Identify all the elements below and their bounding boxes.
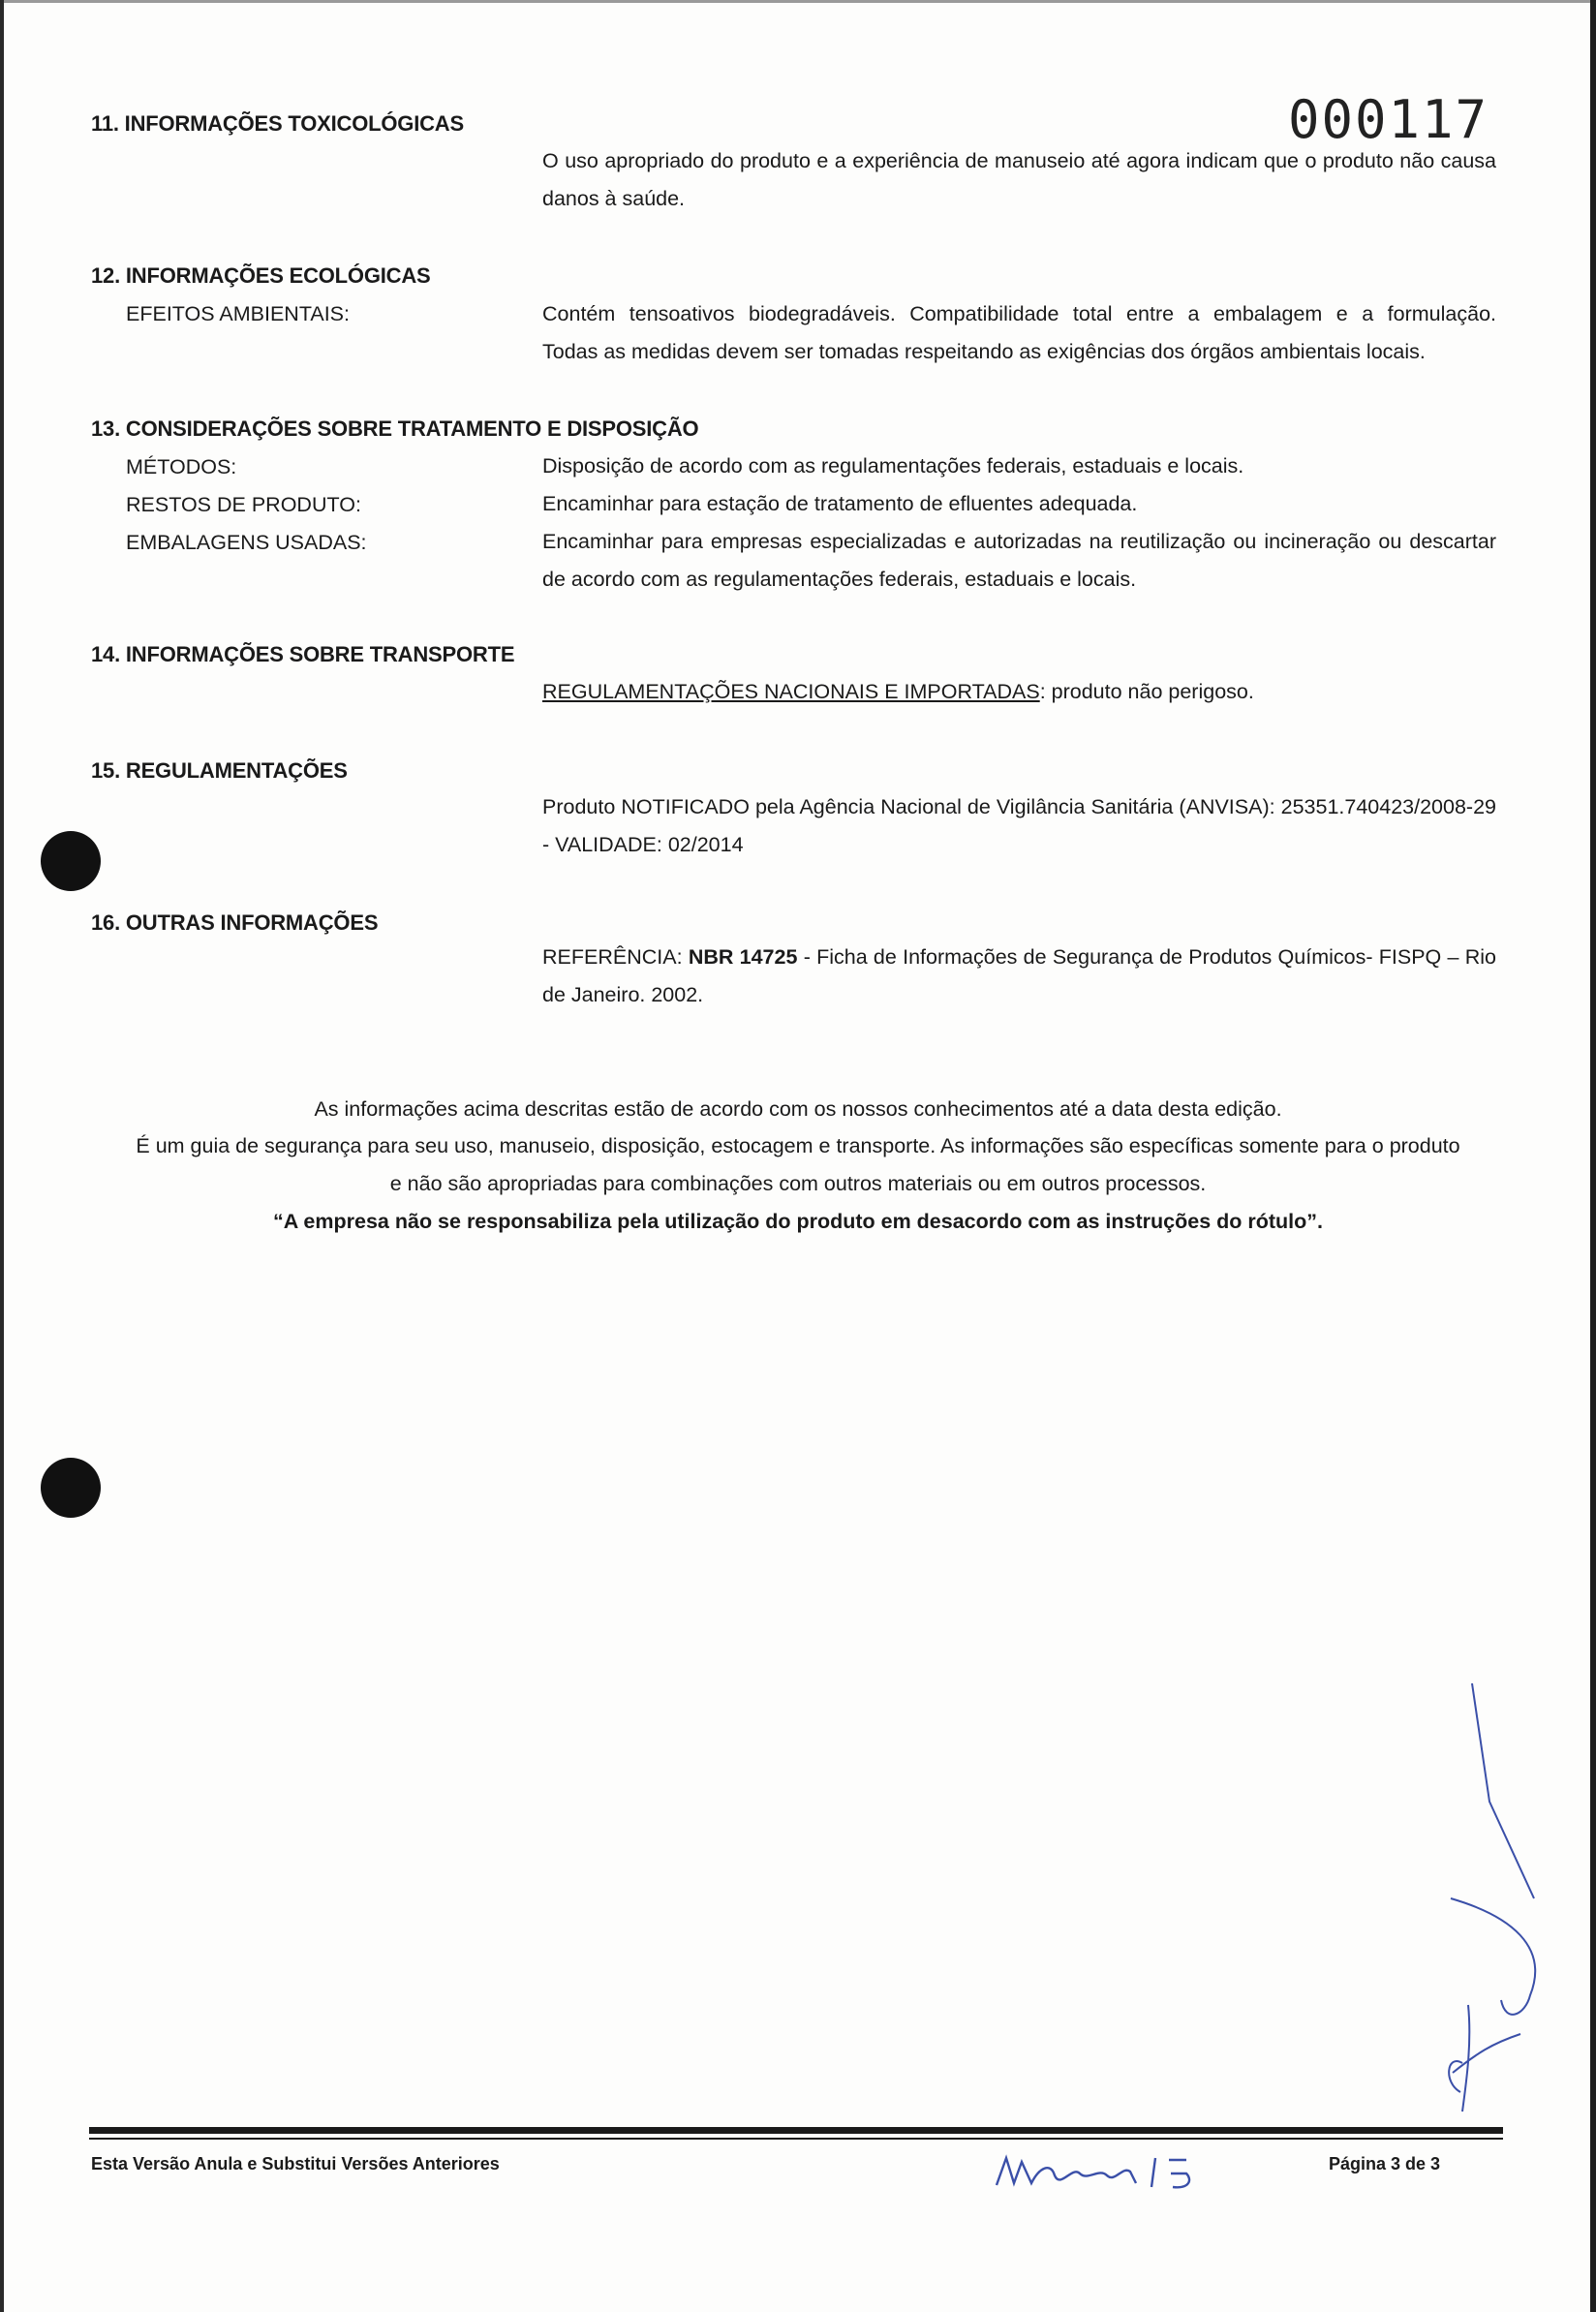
closing-line-1: As informações acima descritas estão de acordo com os nossos conhecimentos até a data desta edição.: [314, 1097, 1282, 1121]
section-12-label: EFEITOS AMBIENTAIS:: [126, 302, 350, 325]
restos-text: Encaminhar para estação de tratamento de efluentes adequada.: [542, 492, 1138, 515]
embalagens-label: EMBALAGENS USADAS:: [126, 531, 367, 554]
footer-signature: [993, 2148, 1225, 2197]
footer-page-number: Página 3 de 3: [1329, 2154, 1441, 2173]
reference-prefix: REFERÊNCIA:: [542, 945, 689, 969]
reference-rest: - Ficha de Informações de Segurança de Produtos Químicos- FISPQ – Rio de Janeiro. 2002.: [542, 945, 1496, 1006]
closing-line-2: É um guia de segurança para seu uso, manuseio, disposição, estocagem e transporte. As informações são específicas somente para o produto: [136, 1134, 1460, 1157]
footer-rule-thin: [89, 2138, 1503, 2140]
transport-reg-text: : produto não perigoso.: [1039, 680, 1254, 703]
section-13-heading: 13. CONSIDERAÇÕES SOBRE TRATAMENTO E DISPOSIÇÃO: [91, 416, 699, 441]
scan-edge-right: [1590, 0, 1596, 2312]
metodos-label: MÉTODOS:: [126, 455, 237, 478]
section-14-heading: 14. INFORMAÇÕES SOBRE TRANSPORTE: [91, 642, 515, 666]
restos-label: RESTOS DE PRODUTO:: [126, 493, 361, 516]
closing-disclaimer: “A empresa não se responsabiliza pela utilização do produto em desacordo com as instruções do rótulo”.: [272, 1210, 1323, 1233]
transport-text: [542, 673, 1496, 711]
punch-hole-top: [41, 831, 101, 891]
section-12-heading: 12. INFORMAÇÕES ECOLÓGICAS: [91, 263, 431, 288]
section-11-heading: 11. INFORMAÇÕES TOXICOLÓGICAS: [91, 111, 464, 136]
section-15-text: Produto NOTIFICADO pela Agência Nacional de Vigilância Sanitária (ANVISA): 25351.740423/2008-29 - VALIDADE: 02/2014: [542, 795, 1496, 856]
section-15-heading: 15. REGULAMENTAÇÕES: [91, 758, 348, 783]
document-number: 000117: [1288, 89, 1489, 150]
footer-version-note: Esta Versão Anula e Substitui Versões Anteriores: [91, 2154, 500, 2173]
section-16-heading: 16. OUTRAS INFORMAÇÕES: [91, 910, 379, 935]
embalagens-text: Encaminhar para empresas especializadas e autorizadas na reutilização ou incineração ou descartar de acordo com as regulamentações federais, estaduais e locais.: [542, 530, 1496, 591]
transport-reg-label: REGULAMENTAÇÕES NACIONAIS E IMPORTADAS: [542, 680, 1040, 703]
section-12-line2: Todas as medidas devem ser tomadas respeitando as exigências dos órgãos ambientais locais.: [542, 340, 1426, 363]
reference-standard: NBR 14725: [688, 945, 798, 969]
metodos-text: Disposição de acordo com as regulamentações federais, estaduais e locais.: [542, 454, 1244, 478]
scan-edge-top: [0, 0, 1596, 3]
punch-hole-bottom: [41, 1458, 101, 1518]
scan-edge-left: [0, 0, 4, 2312]
section-12-line1: Contém tensoativos biodegradáveis. Compatibilidade total entre a embalagem e a formulação.: [542, 302, 1496, 325]
section-16-text: [542, 939, 1496, 1014]
section-11-text: O uso apropriado do produto e a experiência de manuseio até agora indicam que o produto não causa danos à saúde.: [542, 149, 1496, 210]
closing-line-3: e não são apropriadas para combinações com outros materiais ou em outros processos.: [389, 1172, 1207, 1195]
handwritten-initials: [1433, 1666, 1579, 2121]
footer-rule: [89, 2127, 1503, 2134]
